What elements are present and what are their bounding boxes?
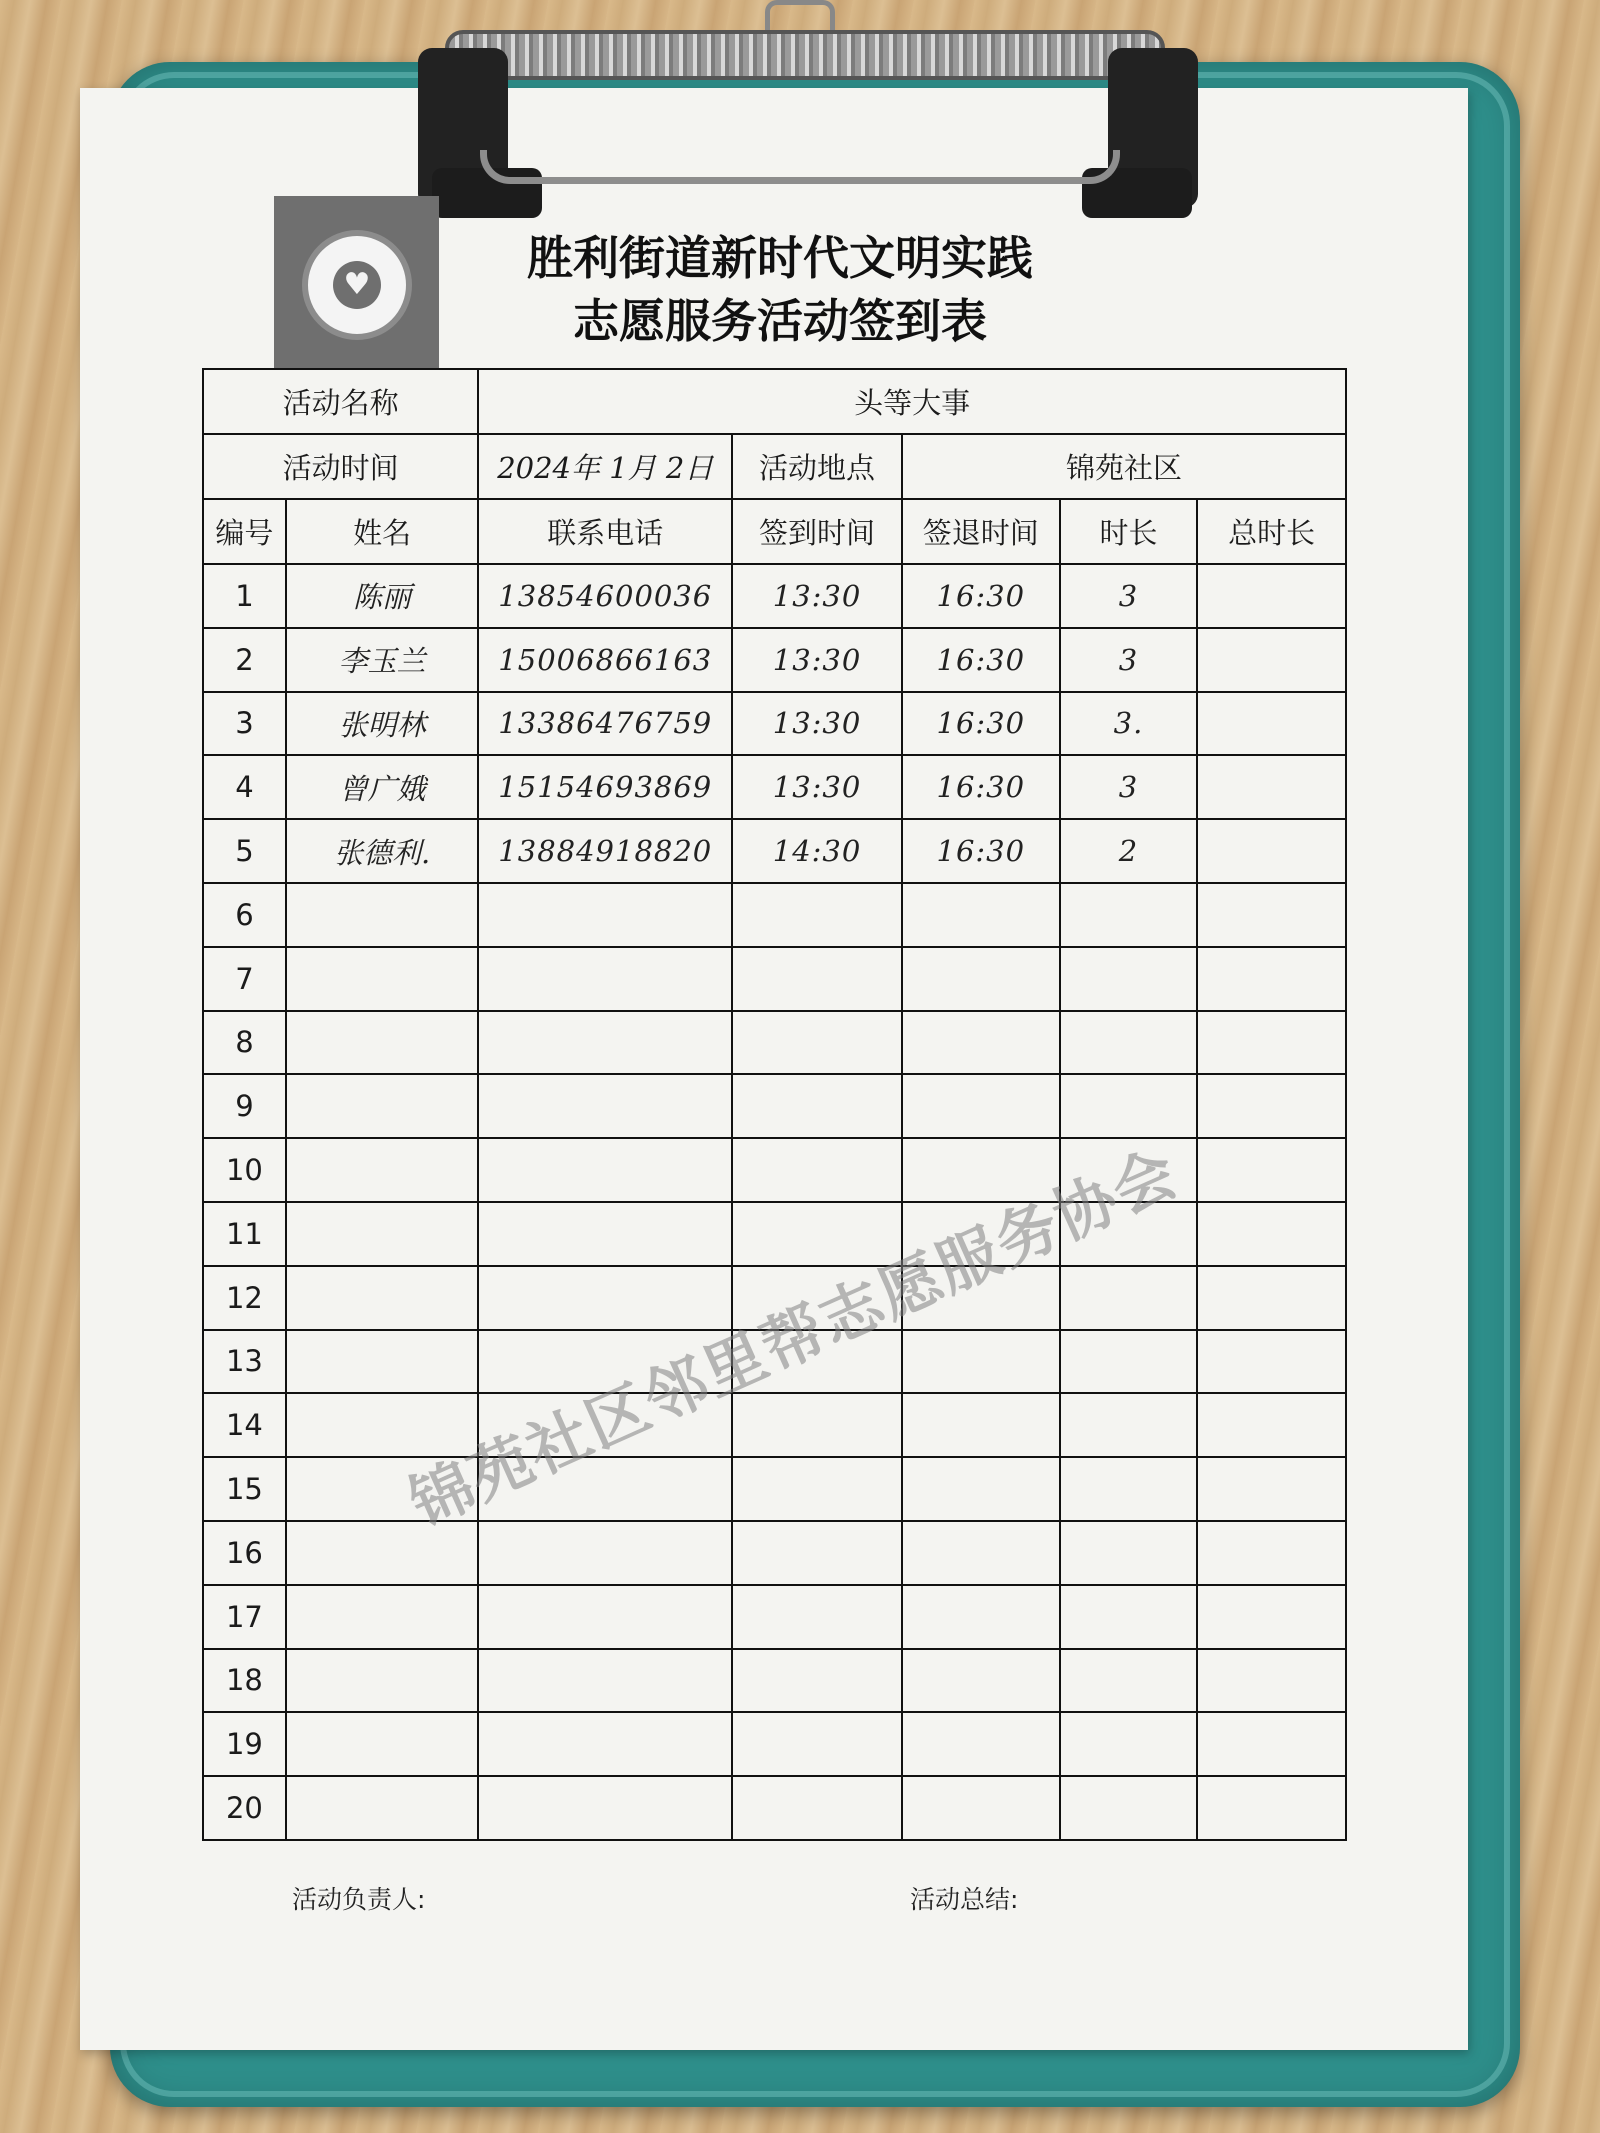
row-hours: 3 bbox=[1060, 755, 1198, 819]
row-name: 曾广娥 bbox=[286, 755, 479, 819]
row-total-hours bbox=[1197, 1330, 1346, 1394]
row-checkout-time bbox=[902, 1521, 1060, 1585]
row-phone: 15006866163 bbox=[478, 628, 732, 692]
table-row bbox=[203, 883, 1346, 947]
row-total-hours bbox=[1197, 692, 1346, 756]
row-checkin-time bbox=[732, 1776, 902, 1840]
row-hours bbox=[1060, 883, 1198, 947]
row-number: 3 bbox=[203, 692, 286, 756]
column-header-no: 编号 bbox=[203, 499, 286, 564]
row-checkout-time: 16:30 bbox=[902, 692, 1060, 756]
row-checkout-time bbox=[902, 1457, 1060, 1521]
table-row bbox=[203, 628, 1346, 692]
heart-hands-logo-icon bbox=[302, 230, 412, 340]
activity-place-label: 活动地点 bbox=[732, 434, 902, 499]
column-header-phone: 联系电话 bbox=[478, 499, 732, 564]
row-phone: 13854600036 bbox=[478, 564, 732, 628]
table-row bbox=[203, 1712, 1346, 1776]
column-header-total: 总时长 bbox=[1197, 499, 1346, 564]
row-checkin-time bbox=[732, 1138, 902, 1202]
row-total-hours bbox=[1197, 1712, 1346, 1776]
row-hours bbox=[1060, 1011, 1198, 1075]
row-hours: 2 bbox=[1060, 819, 1198, 883]
row-checkout-time bbox=[902, 947, 1060, 1011]
activity-leader-label: 活动负责人: bbox=[292, 1885, 426, 1914]
activity-name-label: 活动名称 bbox=[203, 369, 478, 434]
row-name bbox=[286, 1776, 479, 1840]
row-hours: 3. bbox=[1060, 692, 1198, 756]
row-name bbox=[286, 883, 479, 947]
row-phone bbox=[478, 947, 732, 1011]
heart-icon: ♥ bbox=[333, 261, 381, 309]
clip-hook bbox=[765, 0, 835, 34]
row-checkout-time bbox=[902, 1330, 1060, 1394]
table-row bbox=[203, 1585, 1346, 1649]
row-total-hours bbox=[1197, 1266, 1346, 1330]
activity-time-label: 活动时间 bbox=[203, 434, 478, 499]
activity-name-value: 头等大事 bbox=[478, 369, 1346, 434]
row-phone bbox=[478, 1074, 732, 1138]
row-number: 5 bbox=[203, 819, 286, 883]
row-number: 7 bbox=[203, 947, 286, 1011]
row-checkin-time bbox=[732, 1712, 902, 1776]
table-row bbox=[203, 1074, 1346, 1138]
row-hours bbox=[1060, 1330, 1198, 1394]
row-number: 6 bbox=[203, 883, 286, 947]
row-checkin-time bbox=[732, 1393, 902, 1457]
row-name bbox=[286, 1138, 479, 1202]
table-row bbox=[203, 819, 1346, 883]
row-checkin-time: 13:30 bbox=[732, 692, 902, 756]
row-hours bbox=[1060, 1457, 1198, 1521]
row-checkout-time bbox=[902, 1074, 1060, 1138]
row-checkout-time: 16:30 bbox=[902, 755, 1060, 819]
row-number: 4 bbox=[203, 755, 286, 819]
row-hours bbox=[1060, 1393, 1198, 1457]
page-title-line2: 志愿服务活动签到表 bbox=[573, 294, 987, 348]
activity-summary-label: 活动总结: bbox=[910, 1885, 1019, 1914]
row-total-hours bbox=[1197, 1649, 1346, 1713]
row-number: 10 bbox=[203, 1138, 286, 1202]
row-number: 20 bbox=[203, 1776, 286, 1840]
table-row bbox=[203, 1649, 1346, 1713]
row-phone bbox=[478, 1521, 732, 1585]
row-name: 李玉兰 bbox=[286, 628, 479, 692]
row-phone bbox=[478, 1202, 732, 1266]
row-checkin-time bbox=[732, 1457, 902, 1521]
row-total-hours bbox=[1197, 1202, 1346, 1266]
row-checkout-time bbox=[902, 883, 1060, 947]
table-row bbox=[203, 1393, 1346, 1457]
row-number: 1 bbox=[203, 564, 286, 628]
row-name bbox=[286, 1712, 479, 1776]
row-checkout-time bbox=[902, 1393, 1060, 1457]
row-checkin-time bbox=[732, 1011, 902, 1075]
row-checkout-time: 16:30 bbox=[902, 819, 1060, 883]
row-number: 2 bbox=[203, 628, 286, 692]
row-checkout-time bbox=[902, 1649, 1060, 1713]
row-total-hours bbox=[1197, 883, 1346, 947]
row-phone bbox=[478, 1011, 732, 1075]
row-phone bbox=[478, 1776, 732, 1840]
row-name: 陈丽 bbox=[286, 564, 479, 628]
row-name: 张明林 bbox=[286, 692, 479, 756]
clip-spring-bar bbox=[445, 30, 1165, 80]
row-total-hours bbox=[1197, 1011, 1346, 1075]
row-phone: 13884918820 bbox=[478, 819, 732, 883]
row-name bbox=[286, 1330, 479, 1394]
row-checkout-time bbox=[902, 1585, 1060, 1649]
table-row bbox=[203, 1521, 1346, 1585]
row-total-hours bbox=[1197, 1457, 1346, 1521]
row-total-hours bbox=[1197, 1521, 1346, 1585]
row-checkout-time bbox=[902, 1011, 1060, 1075]
row-phone bbox=[478, 1585, 732, 1649]
row-checkin-time bbox=[732, 883, 902, 947]
row-hours bbox=[1060, 1521, 1198, 1585]
row-total-hours bbox=[1197, 1776, 1346, 1840]
row-phone: 13386476759 bbox=[478, 692, 732, 756]
column-header-name: 姓名 bbox=[286, 499, 479, 564]
row-number: 13 bbox=[203, 1330, 286, 1394]
row-hours bbox=[1060, 1776, 1198, 1840]
row-name bbox=[286, 1585, 479, 1649]
row-total-hours bbox=[1197, 755, 1346, 819]
row-total-hours bbox=[1197, 819, 1346, 883]
table-row bbox=[203, 755, 1346, 819]
activity-date-value: 2024年 1月 2日 bbox=[478, 434, 732, 499]
row-total-hours bbox=[1197, 1138, 1346, 1202]
row-phone bbox=[478, 883, 732, 947]
row-hours: 3 bbox=[1060, 628, 1198, 692]
row-number: 15 bbox=[203, 1457, 286, 1521]
row-checkout-time bbox=[902, 1712, 1060, 1776]
page-title-line1: 胜利街道新时代文明实践 bbox=[527, 231, 1033, 285]
row-name bbox=[286, 1266, 479, 1330]
row-checkin-time bbox=[732, 1074, 902, 1138]
association-watermark: 锦苑社区邻里帮志愿服务协会 bbox=[399, 1135, 1189, 1541]
row-phone bbox=[478, 1138, 732, 1202]
row-checkin-time: 13:30 bbox=[732, 755, 902, 819]
column-header-checkout: 签退时间 bbox=[902, 499, 1060, 564]
row-hours bbox=[1060, 1266, 1198, 1330]
row-name: 张德利. bbox=[286, 819, 479, 883]
row-checkin-time bbox=[732, 947, 902, 1011]
column-header-hours: 时长 bbox=[1060, 499, 1198, 564]
row-number: 8 bbox=[203, 1011, 286, 1075]
table-row bbox=[203, 564, 1346, 628]
row-checkout-time bbox=[902, 1776, 1060, 1840]
clip-wire bbox=[480, 150, 1120, 184]
row-phone bbox=[478, 1649, 732, 1713]
row-total-hours bbox=[1197, 1393, 1346, 1457]
table-row bbox=[203, 1011, 1346, 1075]
row-name bbox=[286, 1074, 479, 1138]
row-number: 19 bbox=[203, 1712, 286, 1776]
row-number: 17 bbox=[203, 1585, 286, 1649]
row-hours bbox=[1060, 1649, 1198, 1713]
row-name bbox=[286, 1649, 479, 1713]
row-total-hours bbox=[1197, 947, 1346, 1011]
row-total-hours bbox=[1197, 1074, 1346, 1138]
row-number: 14 bbox=[203, 1393, 286, 1457]
row-phone bbox=[478, 1712, 732, 1776]
activity-place-value: 锦苑社区 bbox=[902, 434, 1346, 499]
row-checkout-time: 16:30 bbox=[902, 628, 1060, 692]
row-hours bbox=[1060, 947, 1198, 1011]
row-total-hours bbox=[1197, 564, 1346, 628]
row-phone: 15154693869 bbox=[478, 755, 732, 819]
column-header-row bbox=[203, 499, 1346, 564]
row-total-hours bbox=[1197, 1585, 1346, 1649]
table-row bbox=[203, 947, 1346, 1011]
row-checkin-time bbox=[732, 1649, 902, 1713]
row-phone bbox=[478, 1266, 732, 1330]
row-number: 9 bbox=[203, 1074, 286, 1138]
row-checkin-time: 14:30 bbox=[732, 819, 902, 883]
row-number: 16 bbox=[203, 1521, 286, 1585]
row-total-hours bbox=[1197, 628, 1346, 692]
row-hours: 3 bbox=[1060, 564, 1198, 628]
row-checkin-time bbox=[732, 1521, 902, 1585]
row-number: 11 bbox=[203, 1202, 286, 1266]
table-row bbox=[203, 1457, 1346, 1521]
row-name bbox=[286, 1202, 479, 1266]
row-hours bbox=[1060, 1585, 1198, 1649]
row-hours bbox=[1060, 1712, 1198, 1776]
row-checkin-time: 13:30 bbox=[732, 564, 902, 628]
table-row bbox=[203, 1776, 1346, 1840]
row-checkin-time: 13:30 bbox=[732, 628, 902, 692]
table-row bbox=[203, 692, 1346, 756]
row-name bbox=[286, 1011, 479, 1075]
row-name bbox=[286, 947, 479, 1011]
column-header-checkin: 签到时间 bbox=[732, 499, 902, 564]
row-number: 18 bbox=[203, 1649, 286, 1713]
row-number: 12 bbox=[203, 1266, 286, 1330]
logo-box bbox=[274, 196, 439, 368]
sign-in-table bbox=[202, 368, 1347, 1841]
row-checkout-time: 16:30 bbox=[902, 564, 1060, 628]
row-checkin-time bbox=[732, 1585, 902, 1649]
row-hours bbox=[1060, 1074, 1198, 1138]
